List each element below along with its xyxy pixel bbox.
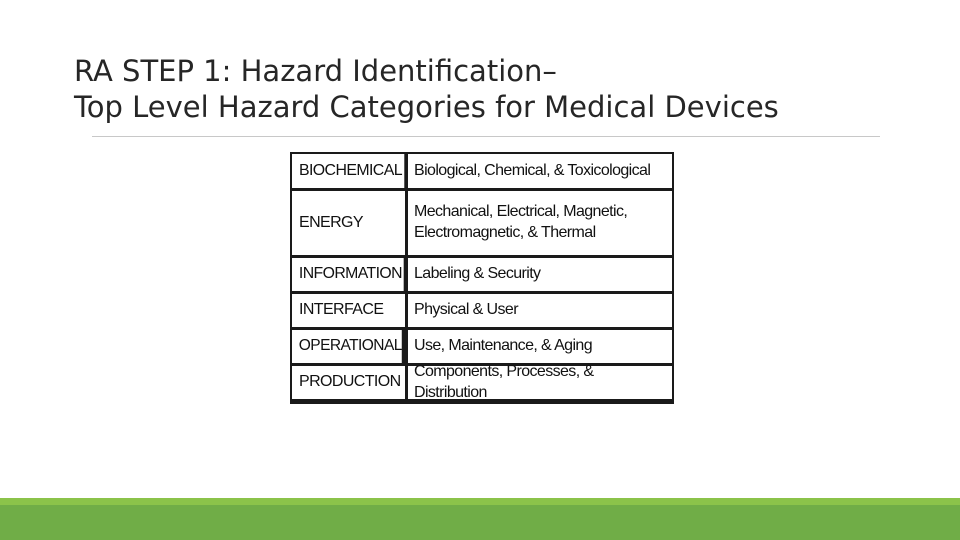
category-biochemical: BIOCHEMICAL	[292, 154, 404, 188]
description-interface: Physical & User	[408, 294, 672, 327]
hazard-category-table	[290, 152, 674, 404]
category-operational: OPERATIONAL	[292, 330, 402, 363]
description-production: Components, Processes, & Distribution	[408, 366, 672, 399]
title-divider	[92, 136, 880, 137]
footer-accent-highlight	[0, 498, 960, 505]
category-information: INFORMATION	[292, 258, 404, 291]
category-interface: INTERFACE	[292, 294, 405, 327]
slide-title-line-1: RA STEP 1: Hazard Identification–	[74, 54, 557, 88]
description-biochemical: Biological, Chemical, & Toxicological	[408, 154, 672, 188]
description-energy: Mechanical, Electrical, Magnetic, Electromagnetic, & Thermal	[408, 191, 672, 255]
description-information: Labeling & Security	[408, 258, 672, 291]
category-production: PRODUCTION	[292, 366, 405, 399]
category-energy: ENERGY	[292, 191, 405, 255]
slide-title-line-2: Top Level Hazard Categories for Medical Devices	[74, 90, 779, 124]
description-operational: Use, Maintenance, & Aging	[408, 330, 672, 363]
slide-title	[74, 53, 779, 125]
